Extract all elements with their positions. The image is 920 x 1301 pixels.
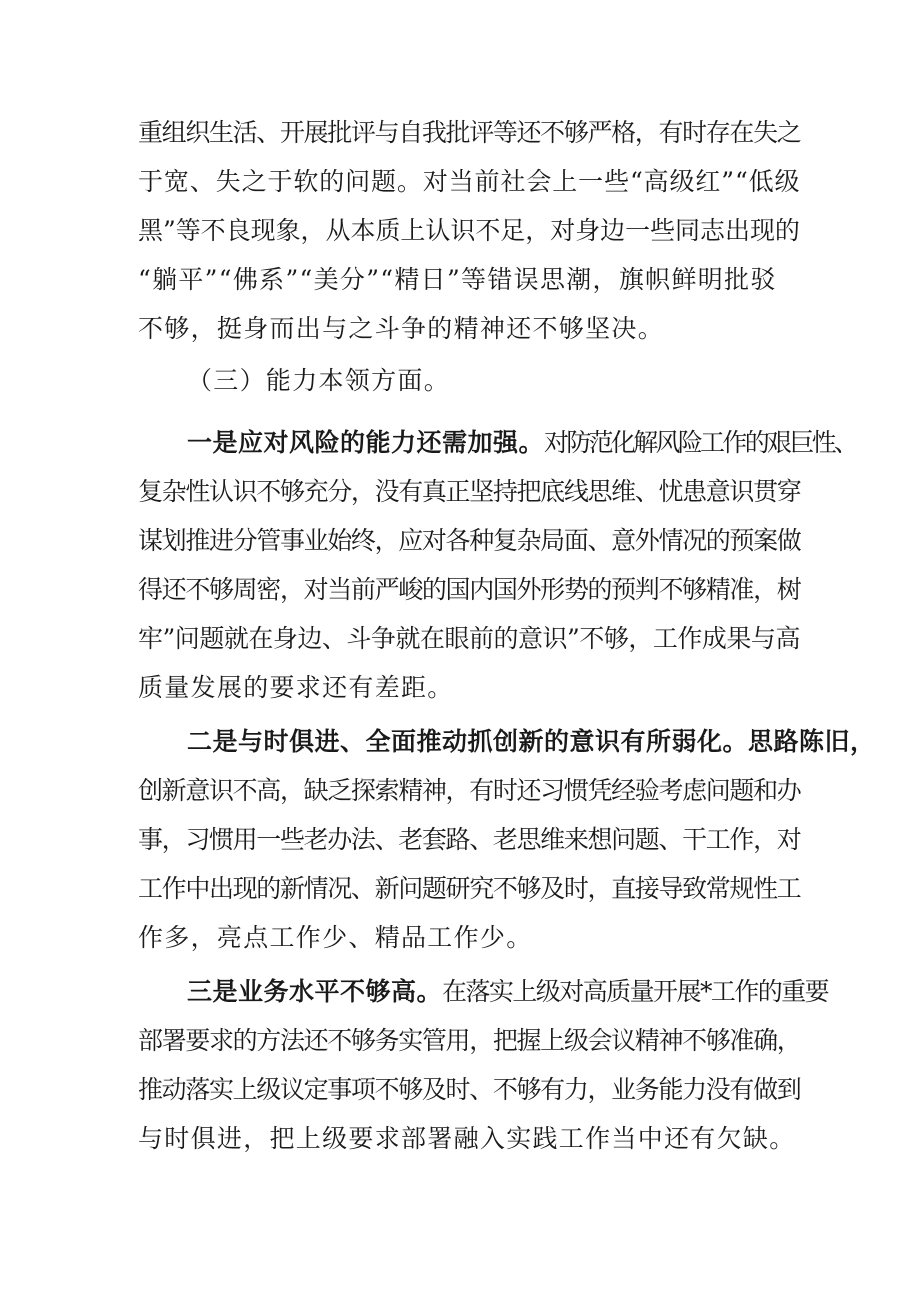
item-text: 在落实上级对高质量开展*工作的重要 [442,977,829,1006]
text-line: 事，习惯用一些老办法、老套路、老思维来想问题、干工作，对 [138,825,801,854]
item-lead: 三是业务水平不够高。 [187,977,443,1006]
section-heading: （三）能力本领方面。 [187,366,451,395]
text-line: 黑”等不良现象，从本质上认识不足，对身边一些同志出现的 [138,216,800,245]
text-line: 重组织生活、开展批评与自我批评等还不够严格，有时存在失之 [138,118,801,147]
text-line: 推动落实上级议定事项不够及时、不够有力，业务能力没有做到 [138,1075,801,1104]
text-line: 工作中出现的新情况、新问题研究不够及时，直接导致常规性工 [138,874,801,903]
item-lead: 二是与时俱进、全面推动抓创新的意识有所弱化。思路陈旧， [187,727,876,756]
text-line: 牢”问题就在身边、斗争就在眼前的意识”不够，工作成果与高 [138,624,800,653]
text-line: 创新意识不高，缺乏探索精神，有时还习惯凭经验考虑问题和办 [138,776,801,805]
item-text: 对防范化解风险工作的艰巨性、 [544,428,857,457]
text-line [187,727,876,757]
text-line: 质量发展的要求还有差距。 [138,673,454,702]
text-line: 不够，挺身而出与之斗争的精神还不够坚决。 [138,314,665,343]
text-line: 得还不够周密，对当前严峻的国内国外形势的预判不够精准，树 [138,575,801,604]
item-lead: 一是应对风险的能力还需加强。 [187,428,545,457]
text-line: 复杂性认识不够充分，没有真正坚持把底线思维、忧患意识贯穿 [138,477,801,506]
text-line: “躺平”“佛系”“美分”“精日”等错误思潮，旗帜鲜明批驳 [138,265,777,294]
text-line [187,428,856,458]
text-line: 于宽、失之于软的问题。对当前社会上一些“高级红”“低级 [138,167,801,196]
text-line: 谋划推进分管事业始终，应对各种复杂局面、意外情况的预案做 [138,526,801,555]
text-line: 与时俱进，把上级要求部署融入实践工作当中还有欠缺。 [138,1124,796,1153]
text-line: 部署要求的方法还不够务实管用，把握上级会议精神不够准确， [138,1026,801,1055]
text-line [187,977,828,1007]
text-line: 作多，亮点工作少、精品工作少。 [138,923,533,952]
